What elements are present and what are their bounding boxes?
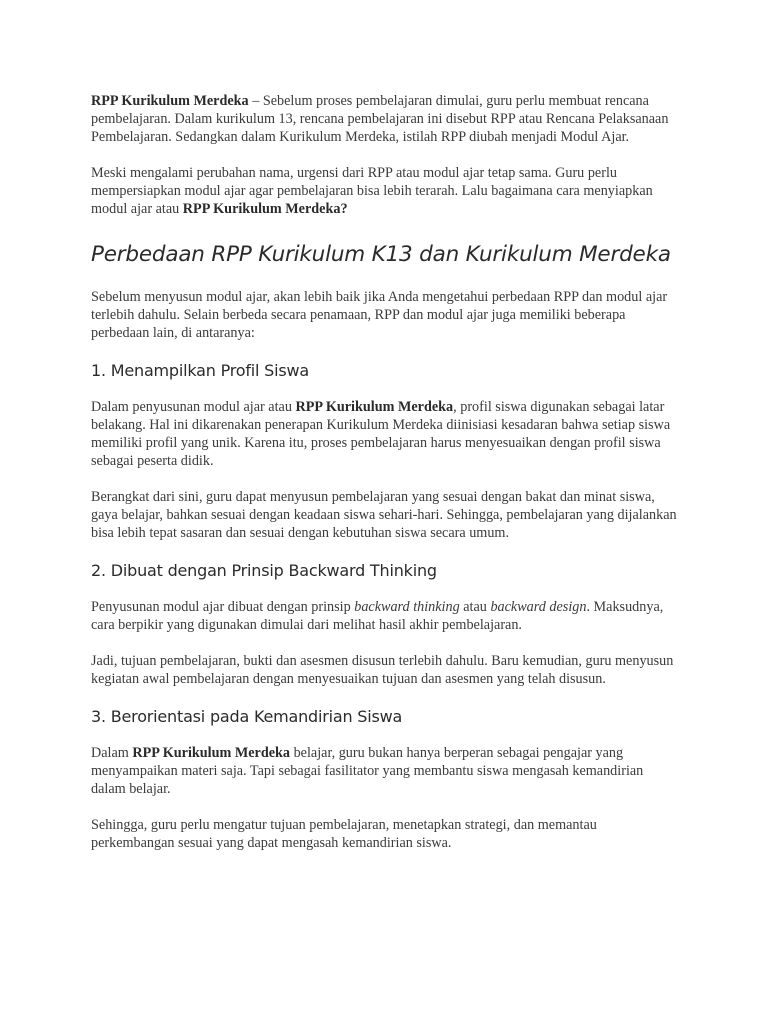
section-3-paragraph-1 xyxy=(91,744,680,798)
section-3-bold-term: RPP Kurikulum Merdeka xyxy=(132,745,291,761)
section-1-heading: 1. Menampilkan Profil Siswa xyxy=(91,361,310,380)
intro-text: – Sebelum proses pembelajaran dimulai, guru perlu membuat rencana pembelajaran. Dalam kurikulum 13, rencana pembelajaran ini disebut RPP atau Rencana Pelaksanaan Pembelajaran. Sedangkan dalam Kurikulum Merdeka, istilah RPP diubah menjadi Modul Ajar. xyxy=(91,93,669,145)
section-1-paragraph-2: Berangkat dari sini, guru dapat menyusun pembelajaran yang sesuai dengan bakat dan minat siswa, gaya belajar, bahkan sesuai dengan keadaan siswa sehari-hari. Sehingga, pembelajaran yang dijalankan bisa lebih tepat sasaran dan sesuai dengan kebutuhan siswa secara umum. xyxy=(91,489,677,541)
main-intro-paragraph: Sebelum menyusun modul ajar, akan lebih baik jika Anda mengetahui perbedaan RPP dan modul ajar terlebih dahulu. Selain berbeda secara penamaan, RPP dan modul ajar juga memiliki beberapa perbedaan lain, di antaranya: xyxy=(91,289,668,341)
section-1-paragraph-1 xyxy=(91,398,680,470)
section-3-heading: 3. Berorientasi pada Kemandirian Siswa xyxy=(91,707,403,726)
main-heading: Perbedaan RPP Kurikulum K13 dan Kurikulum Merdeka xyxy=(91,242,671,267)
section-2-italic-1: backward thinking xyxy=(354,599,460,615)
intro-bold-question: RPP Kurikulum Merdeka? xyxy=(182,201,348,217)
section-3-text-b: belajar, guru bukan hanya berperan sebagai pengajar yang menyampaikan materi saja. Tapi sebagai fasilitator yang membantu siswa mengasah kemandirian dalam belajar. xyxy=(91,745,644,797)
intro-bold-term: RPP Kurikulum Merdeka xyxy=(91,93,249,109)
section-1-bold-term: RPP Kurikulum Merdeka xyxy=(295,399,454,415)
intro-paragraph-2 xyxy=(91,164,680,218)
section-2-italic-2: backward design xyxy=(490,599,587,615)
intro-text-2: Meski mengalami perubahan nama, urgensi dari RPP atau modul ajar tetap sama. Guru perlu mempersiapkan modul ajar agar pembelajaran bisa lebih terarah. Lalu bagaimana cara menyiapkan modul ajar atau xyxy=(91,165,653,217)
intro-paragraph-1 xyxy=(91,92,680,146)
section-2-text-a: Penyusunan modul ajar dibuat dengan prinsip xyxy=(91,599,355,615)
section-2-heading: 2. Dibuat dengan Prinsip Backward Thinking xyxy=(91,561,437,580)
section-1-text-a: Dalam penyusunan modul ajar atau xyxy=(91,399,296,415)
section-3-text-a: Dalam xyxy=(91,745,133,761)
section-2-paragraph-2: Jadi, tujuan pembelajaran, bukti dan asesmen disusun terlebih dahulu. Baru kemudian, guru menyusun kegiatan awal pembelajaran dengan menyesuaikan tujuan dan asesmen yang telah disusun. xyxy=(91,653,674,687)
section-1-text-b: , profil siswa digunakan sebagai latar belakang. Hal ini dikarenakan penerapan Kurikulum Merdeka diinisiasi kesadaran bahwa setiap siswa memiliki profil yang unik. Karena itu, proses pembelajaran harus menyesuaikan dengan profil siswa sebagai peserta didik. xyxy=(91,399,671,469)
section-2-text-c: . Maksudnya, cara berpikir yang digunakan dimulai dari melihat hasil akhir pembelajaran. xyxy=(91,599,664,633)
section-2-text-b: atau xyxy=(459,599,491,615)
section-3-paragraph-2: Sehingga, guru perlu mengatur tujuan pembelajaran, menetapkan strategi, dan memantau perkembangan sesuai yang dapat mengasah kemandirian siswa. xyxy=(91,817,597,851)
section-2-paragraph-1 xyxy=(91,598,680,634)
